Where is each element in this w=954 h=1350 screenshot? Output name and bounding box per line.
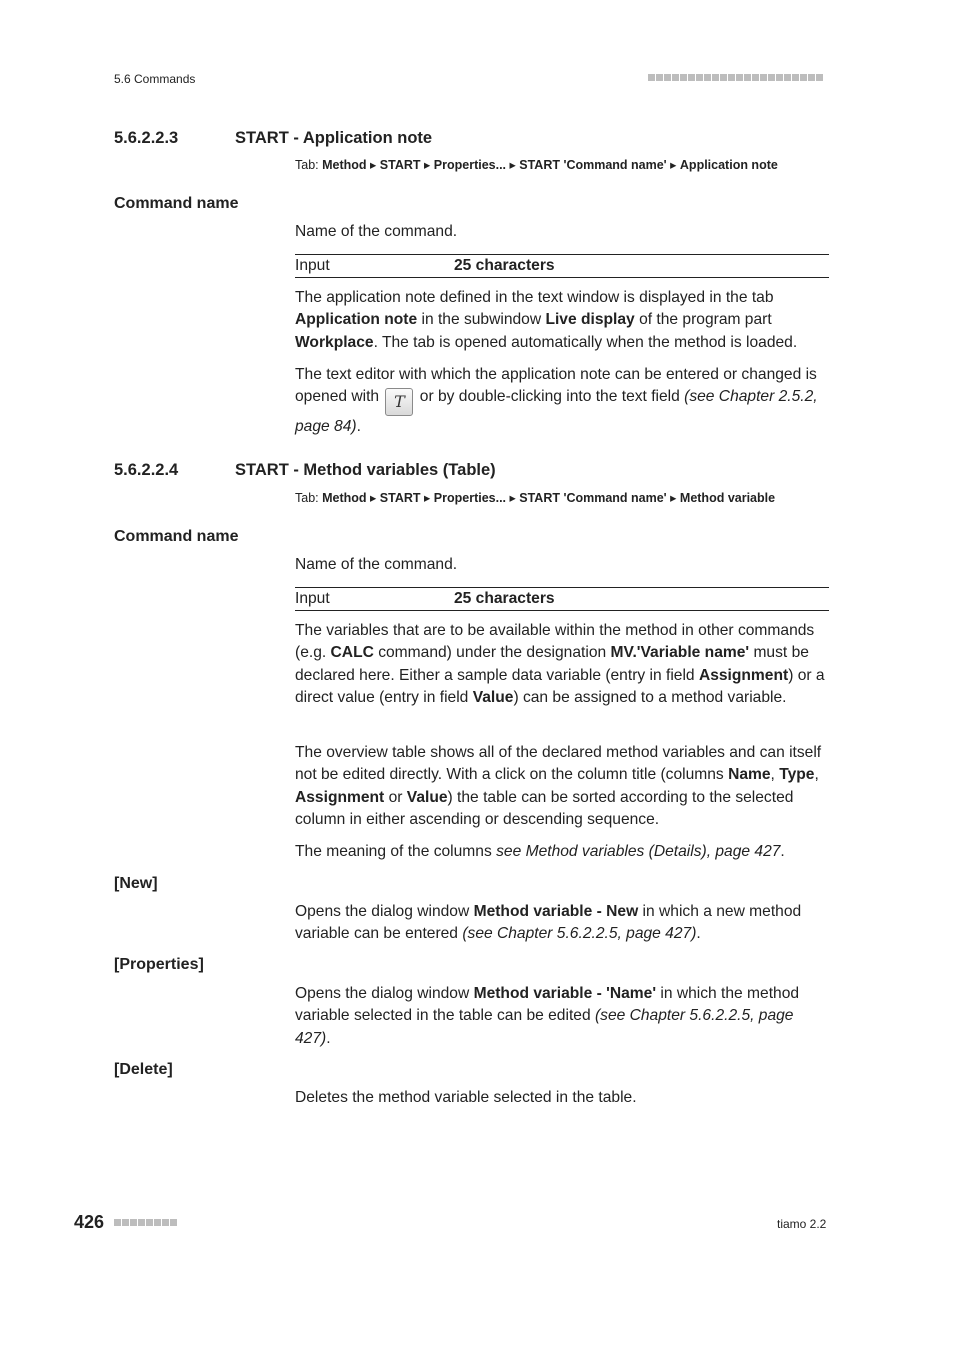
- details-link[interactable]: see Method variables (Details), page 427: [496, 843, 781, 860]
- text-editor-icon[interactable]: T: [385, 388, 413, 416]
- chapter-link[interactable]: (see Chapter 2.5.2, page 84): [295, 388, 818, 436]
- chapter-link[interactable]: (see Chapter 5.6.2.2.5, page 427): [462, 925, 697, 943]
- tab-path: Tab: Method ▸ START ▸ Properties... ▸ START 'Command name' ▸ Application note: [295, 158, 778, 172]
- parameter-label: Command name: [114, 528, 239, 545]
- running-header: 5.6 Commands: [114, 72, 196, 86]
- footer-decoration: [114, 1218, 178, 1228]
- parameter-label: Command name: [114, 195, 239, 212]
- tab-path: Tab: Method ▸ START ▸ Properties... ▸ START 'Command name' ▸ Method variable: [295, 491, 776, 505]
- paragraph: The text editor with which the application note can be entered or changed is opened with T or by double-clicking into the text field (see Chapter 2.5.2, page 84).: [295, 366, 818, 436]
- input-spec-table: Input 25 characters: [295, 254, 829, 278]
- paragraph: The overview table shows all of the declared method variables and can itself not be edited directly. With a click on the column title (columns Name, Type, Assignment or Value) the table can be sorted according to the selected column in either ascending or descending sequence.: [295, 744, 822, 829]
- paragraph: The application note defined in the text window is displayed in the tab Application note in the subwindow Live display of the program part Workplace. The tab is opened automatically when the method is loaded.: [295, 289, 798, 351]
- properties-button-label: [Properties]: [114, 956, 204, 973]
- chapter-link[interactable]: (see Chapter 5.6.2.2.5, page 427): [295, 1007, 794, 1047]
- delete-button-label: [Delete]: [114, 1061, 173, 1078]
- paragraph: The meaning of the columns see Method variables (Details), page 427.: [295, 843, 785, 860]
- parameter-description: Name of the command.: [295, 223, 458, 240]
- properties-button-description: Opens the dialog window Method variable - 'Name' in which the method variable selected in the table can be edited (see Chapter 5.6.2.2.5, page 427).: [295, 985, 800, 1047]
- new-button-description: Opens the dialog window Method variable - New in which a new method variable can be entered (see Chapter 5.6.2.2.5, page 427).: [295, 903, 802, 943]
- paragraph: The variables that are to be available within the method in other commands (e.g. CALC command) under the designation MV.'Variable name' must be declared here. Either a sample data variable (entry in field Assignment) or a direct value (entry in field Value) can be assigned to a method variable.: [295, 622, 825, 707]
- section-number: 5.6.2.2.4: [114, 461, 179, 479]
- new-button-label: [New]: [114, 875, 158, 892]
- input-spec-table: Input 25 characters: [295, 587, 829, 611]
- section-number: 5.6.2.2.3: [114, 129, 179, 147]
- page-number: 426: [74, 1212, 105, 1232]
- section-title: START - Method variables (Table): [235, 461, 496, 479]
- product-name: tiamo 2.2: [777, 1217, 827, 1231]
- section-title: START - Application note: [235, 129, 433, 147]
- delete-button-description: Deletes the method variable selected in the table.: [295, 1089, 637, 1106]
- parameter-description: Name of the command.: [295, 556, 458, 573]
- header-decoration: [648, 72, 830, 84]
